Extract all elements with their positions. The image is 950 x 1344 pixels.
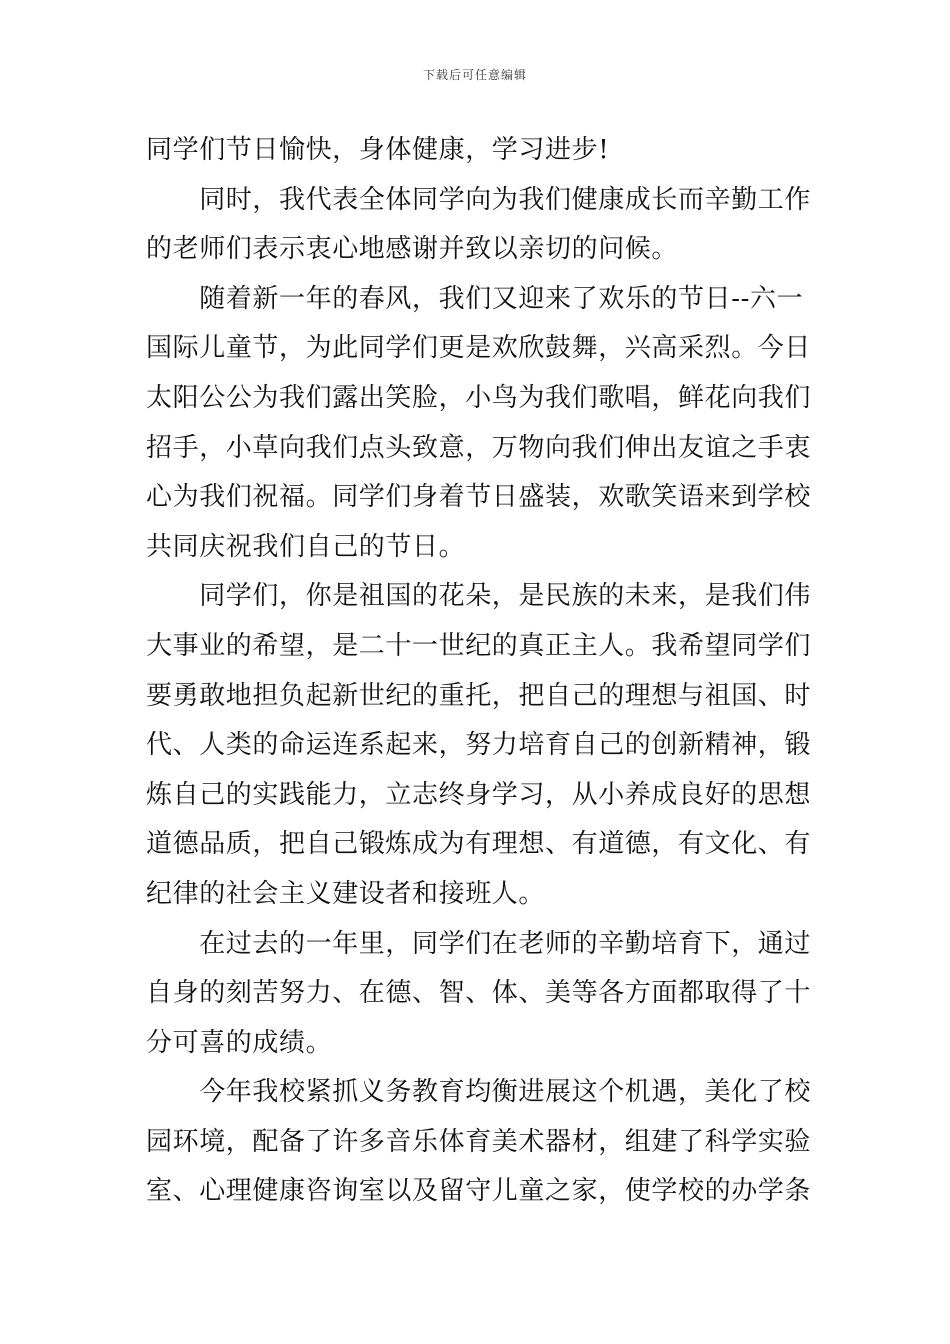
text-line: 代、人类的命运连系起来，努力培育自己的创新精神，锻 [146, 730, 812, 761]
text-line: 同学们，你是祖国的花朵，是民族的未来，是我们伟 [146, 581, 812, 612]
text-line: 要勇敢地担负起新世纪的重托，把自己的理想与祖国、时 [146, 680, 812, 711]
text-line: 的老师们表示衷心地感谢并致以亲切的问候。 [146, 234, 679, 265]
text-line: 今年我校紧抓义务教育均衡进展这个机遇，美化了校 [146, 1077, 812, 1108]
text-line: 招手，小草向我们点头致意，万物向我们伸出友谊之手衷 [146, 432, 812, 463]
text-line: 纪律的社会主义建设者和接班人。 [146, 878, 546, 909]
header-note: 下载后可任意编辑 [422, 68, 527, 82]
text-line: 共同庆祝我们自己的节日。 [146, 531, 466, 562]
text-line: 随着新一年的春风，我们又迎来了欢乐的节日--六一 [146, 283, 804, 314]
text-line: 道德品质，把自己锻炼成为有理想、有道德，有文化、有 [146, 829, 812, 860]
text-line: 在过去的一年里，同学们在老师的辛勤培育下，通过 [146, 928, 812, 959]
text-line: 室、心理健康咨询室以及留守儿童之家，使学校的办学条 [146, 1176, 812, 1207]
text-line: 同时，我代表全体同学向为我们健康成长而辛勤工作 [146, 184, 812, 215]
text-line: 大事业的希望，是二十一世纪的真正主人。我希望同学们 [146, 630, 812, 661]
text-line: 国际儿童节，为此同学们更是欢欣鼓舞，兴高采烈。今日 [146, 333, 812, 364]
text-line: 心为我们祝福。同学们身着节日盛装，欢歌笑语来到学校 [146, 482, 812, 513]
text-line: 太阳公公为我们露出笑脸，小鸟为我们歌唱，鲜花向我们 [146, 382, 812, 413]
document-body [146, 126, 810, 1217]
text-line: 分可喜的成绩。 [146, 1027, 333, 1058]
text-line: 同学们节日愉快，身体健康，学习进步! [146, 135, 610, 165]
text-line: 园环境，配备了许多音乐体育美术器材，组建了科学实验 [146, 1126, 812, 1157]
text-line: 炼自己的实践能力，立志终身学习，从小养成良好的思想 [146, 779, 812, 810]
text-line: 自身的刻苦努力、在德、智、体、美等各方面都取得了十 [146, 978, 812, 1009]
